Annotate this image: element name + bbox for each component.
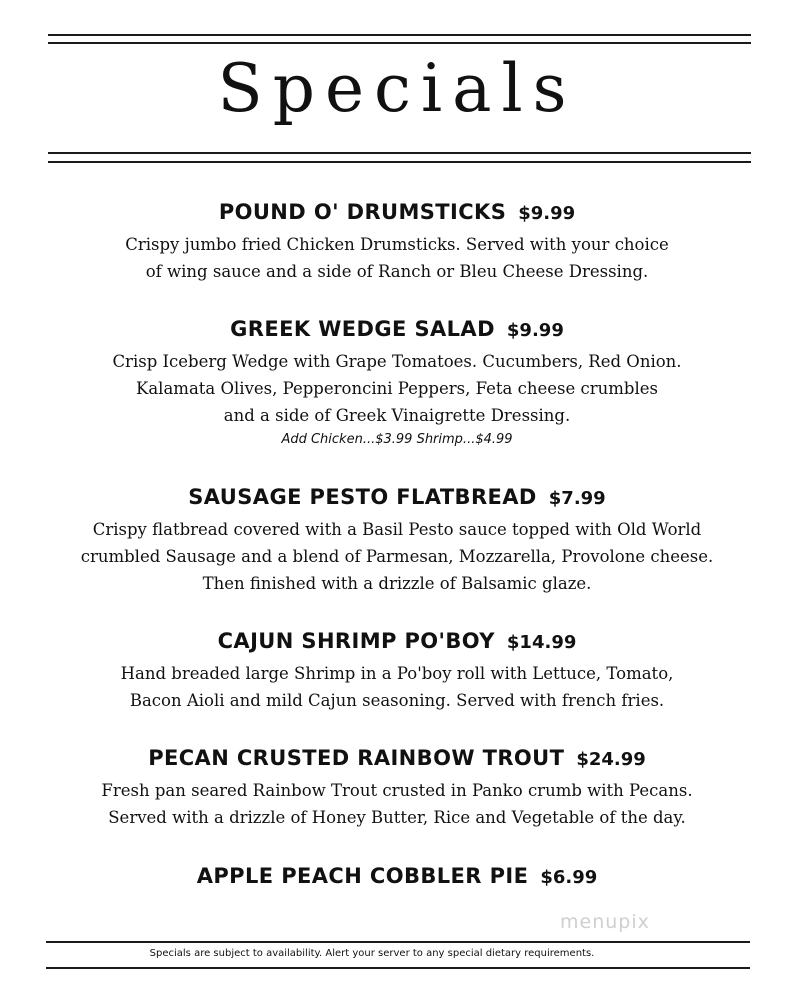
item-name: GREEK WEDGE SALAD <box>230 317 495 341</box>
item-name: CAJUN SHRIMP PO'BOY <box>217 629 495 653</box>
description-line: Served with a drizzle of Honey Butter, Rice and Vegetable of the day. <box>108 808 686 827</box>
item-description <box>0 516 794 597</box>
menu-item-drumsticks <box>0 199 794 285</box>
item-heading <box>0 745 794 773</box>
item-name: PECAN CRUSTED RAINBOW TROUT <box>148 746 565 770</box>
title-rule-upper <box>48 152 751 154</box>
watermark: menupix <box>560 911 650 933</box>
description-line: Fresh pan seared Rainbow Trout crusted in Panko crumb with Pecans. <box>101 781 693 800</box>
item-description <box>0 348 794 451</box>
title-rule-lower <box>48 161 751 163</box>
item-heading <box>0 199 794 227</box>
item-price: $14.99 <box>506 632 577 653</box>
item-price: $9.99 <box>506 320 564 341</box>
description-line: of wing sauce and a side of Ranch or Bleu Cheese Dressing. <box>145 262 649 281</box>
footer-rule-upper <box>46 941 750 943</box>
item-description <box>0 660 794 714</box>
description-line: Crispy jumbo fried Chicken Drumsticks. Served with your choice <box>125 235 669 254</box>
menu-item-cajun-shrimp-poboy <box>0 628 794 714</box>
footer-note: Specials are subject to availability. Alert your server to any special dietary requirements. <box>149 948 595 959</box>
description-line: Kalamata Olives, Pepperoncini Peppers, Feta cheese crumbles <box>136 379 658 398</box>
page-title: Specials <box>217 50 577 127</box>
item-heading <box>0 484 794 512</box>
description-line: and a side of Greek Vinaigrette Dressing. <box>223 406 571 425</box>
menu-item-apple-peach-cobbler <box>0 863 794 891</box>
item-name: POUND O' DRUMSTICKS <box>218 200 507 224</box>
item-price: $6.99 <box>540 867 598 888</box>
item-heading <box>0 628 794 656</box>
item-name: APPLE PEACH COBBLER PIE <box>196 864 529 888</box>
item-name: SAUSAGE PESTO FLATBREAD <box>188 485 537 509</box>
description-line: Bacon Aioli and mild Cajun seasoning. Served with french fries. <box>129 691 665 710</box>
menu-item-greek-wedge-salad <box>0 316 794 451</box>
description-line: crumbled Sausage and a blend of Parmesan, Mozzarella, Provolone cheese. <box>80 547 714 566</box>
footer-rule-lower <box>46 967 750 969</box>
description-line: Crisp Iceberg Wedge with Grape Tomatoes. Cucumbers, Red Onion. <box>112 352 682 371</box>
item-description <box>0 777 794 831</box>
menu-item-pecan-crusted-trout <box>0 745 794 831</box>
item-price: $24.99 <box>576 749 646 770</box>
menu-item-sausage-pesto-flatbread <box>0 484 794 597</box>
description-line: Crispy flatbread covered with a Basil Pesto sauce topped with Old World <box>92 520 702 539</box>
item-heading <box>0 863 794 891</box>
item-heading <box>0 316 794 344</box>
item-price: $7.99 <box>548 488 606 509</box>
item-addon-options: Add Chicken...$3.99 Shrimp...$4.99 <box>281 432 513 447</box>
item-description <box>0 231 794 285</box>
description-line: Then finished with a drizzle of Balsamic glaze. <box>202 574 592 593</box>
top-rule-outer <box>48 34 751 36</box>
description-line: Hand breaded large Shrimp in a Po'boy roll with Lettuce, Tomato, <box>120 664 674 683</box>
item-price: $9.99 <box>518 203 576 224</box>
